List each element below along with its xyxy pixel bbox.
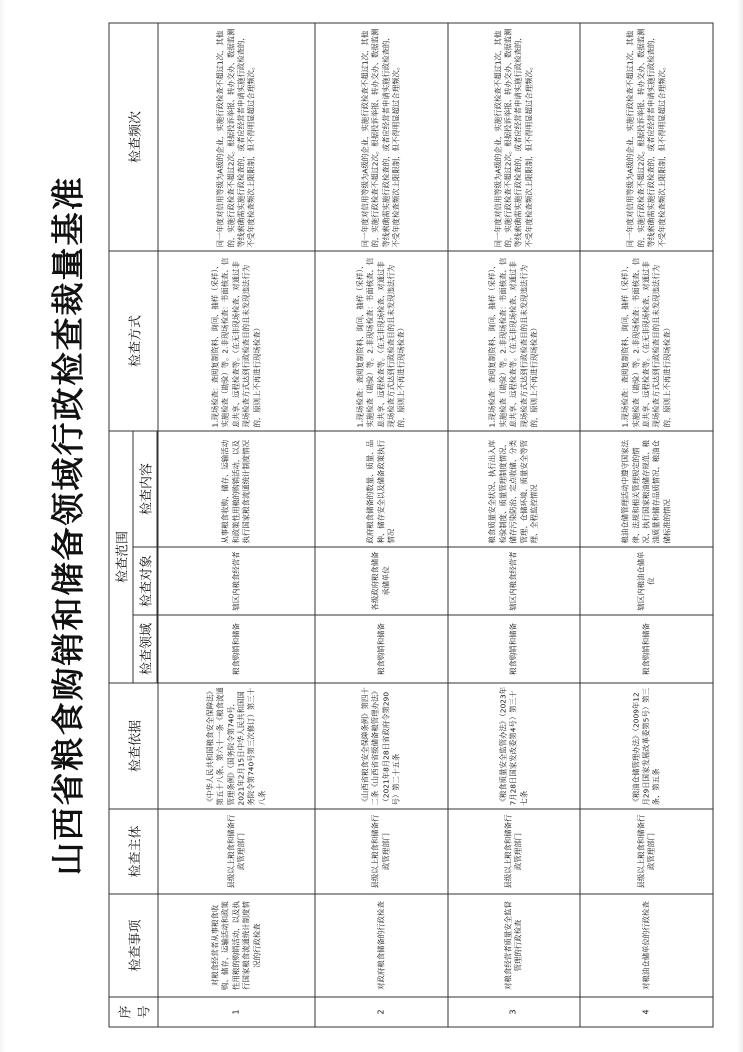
cell-seq: 4 (580, 997, 713, 1027)
cell-domain: 粮食购销和储备 (448, 615, 581, 683)
header-method: 检查方式 (109, 251, 158, 431)
table-row (158, 23, 315, 1027)
cell-domain: 粮食购销和储备 (580, 615, 713, 683)
table-row (580, 23, 713, 1027)
cell-object: 辖区内粮食经营者 (448, 547, 581, 615)
cell-domain: 粮食购销和储备 (158, 615, 315, 683)
cell-object: 辖区内粮油仓储单位 (580, 547, 713, 615)
header-seq: 序号 (109, 997, 158, 1027)
cell-basis: 《粮油仓储管理办法》（2009年12月29日国家发展改革委第5号）第三条、第五条 (580, 683, 713, 809)
cell-subject: 县级以上粮食和储备行政管理部门 (158, 809, 315, 894)
rotated-document-page (1, 4, 742, 1048)
cell-method: 1.现场检查：查阅复制资料、询问、抽样（采样）、实施检查（勘验）等。2.非现场检查：书面核查、信息共享、远程检查等。（在无非现场检查、对通过非现场检查方式达到行政检查目的且未发现违法行为的，原则上不再进行现场检查） (580, 251, 713, 431)
cell-object: 辖区内粮食经营者 (158, 547, 315, 615)
header-basis: 检查依据 (109, 683, 158, 809)
inspection-standard-table (109, 23, 714, 1028)
header-object: 检查对象 (133, 547, 157, 615)
header-frequency: 检查频次 (109, 23, 158, 251)
cell-item: 对粮食经营者质量安全监督管理的行政检查 (448, 894, 581, 997)
cell-seq: 1 (158, 997, 315, 1027)
cell-seq: 3 (448, 997, 581, 1027)
cell-content: 粮油仓储管理活动中遵守国家法律、法规和相关管理规定的情况、执行国家粮油储存规范、粮油质量和储存品质情况、粮油仓储标准的情况 (580, 431, 713, 547)
table-row (448, 23, 581, 1027)
cell-item: 对粮油仓储单位的行政检查 (580, 894, 713, 997)
table-header (109, 23, 158, 1027)
cell-content: 政府粮食储备的数量、质量、品种、储存安全以及储备政策执行情况 (315, 431, 448, 547)
cell-method: 1.现场检查：查阅复制资料、询问、抽样（采样）、实施检查（勘验）等。2.非现场检查：书面核查、信息共享、远程检查等。（在无非现场检查、对通过非现场检查方式达到行政检查目的且未发现违法行为的，原则上不再进行现场检查） (448, 251, 581, 431)
cell-item: 对粮食经营者从事粮食收购、储存、运输活动和政策性用粮的购销活动，以及执行国家粮食流通统计制度情况的行政检查 (158, 894, 315, 997)
cell-seq: 2 (315, 997, 448, 1027)
cell-method: 1.现场检查：查阅复制资料、询问、抽样（采样）、实施检查（勘验）等。2.非现场检查：书面核查、信息共享、远程检查等。（在无非现场检查、对通过非现场检查方式达到行政检查目的且未发现违法行为的，原则上不再进行现场检查） (158, 251, 315, 431)
table-row (315, 23, 448, 1027)
cell-basis: 《山西省粮食安全保障条例》第四十二条《山西省省级储备粮管理办法》（2021年8月28日省政府令第290号）第二十五条 (315, 683, 448, 809)
cell-frequency: 同一年度对信用等级为A级的企业，实施行政检查不超过1次，其他的，实施行政检查不超过2次。根据投诉举报、转办交办、数据监测等线索确需实施行政检查的，或者应经营者申请实施行政检查的，不受年度检查频次上限限制，但不得明显超过合理频次。 (158, 23, 315, 251)
cell-item: 对政府粮食储备的行政检查 (315, 894, 448, 997)
document-title: 山西省粮食购销和储备领域行政检查裁量基准 (48, 175, 88, 876)
cell-content: 粮食质量安全状况、执行出入库检验制度、质量管理制度情况、储存污染防治、定点收储、分类管理、仓储环境、质量安全等管理、全程监控情况 (448, 431, 581, 547)
cell-subject: 县级以上粮食和储备行政管理部门 (315, 809, 448, 894)
cell-basis: 《中华人民共和国粮食安全保障法》第五十八条、第六十一条《粮食流通管理条例》（国务院令第740号，2021年2月15日中华人民共和国国务院令第740号第三次修订）第三十八条 (158, 683, 315, 809)
header-subject: 检查主体 (109, 809, 158, 894)
cell-content: 从事粮食收购、储存、运输活动和政策性用粮的购销活动，以及执行国家粮食流通统计制度情况 (158, 431, 315, 547)
header-scope: 检查范围 (109, 431, 133, 683)
header-row (109, 23, 133, 1027)
cell-object: 各级政府粮食储备承储单位 (315, 547, 448, 615)
cell-method: 1.现场检查：查阅复制资料、询问、抽样（采样）、实施检查（勘验）等。2.非现场检查：书面核查、信息共享、远程检查等。（在无非现场检查、对通过非现场检查方式达到行政检查目的且未发现违法行为的，原则上不再进行现场检查） (315, 251, 448, 431)
table-body (158, 23, 713, 1027)
cell-subject: 县级以上粮食和储备行政管理部门 (580, 809, 713, 894)
cell-frequency: 同一年度对信用等级为A级的企业，实施行政检查不超过1次，其他的，实施行政检查不超过2次。根据投诉举报、转办交办、数据监测等线索确需实施行政检查的，或者应经营者申请实施行政检查的，不受年度检查频次上限限制，但不得明显超过合理频次。 (580, 23, 713, 251)
header-item: 检查事项 (109, 894, 158, 997)
cell-frequency: 同一年度对信用等级为A级的企业，实施行政检查不超过1次，其他的，实施行政检查不超过2次。根据投诉举报、转办交办、数据监测等线索确需实施行政检查的，或者应经营者申请实施行政检查的，不受年度检查频次上限限制，但不得明显超过合理频次。 (315, 23, 448, 251)
header-domain: 检查领域 (133, 615, 157, 683)
cell-basis: 《粮食质量安全监管办法》（2023年7月28日国家发改委第4号）第三十七条 (448, 683, 581, 809)
cell-subject: 县级以上粮食和储备行政管理部门 (448, 809, 581, 894)
header-content: 检查内容 (133, 431, 157, 547)
cell-domain: 粮食购销和储备 (315, 615, 448, 683)
cell-frequency: 同一年度对信用等级为A级的企业，实施行政检查不超过1次，其他的，实施行政检查不超过2次。根据投诉举报、转办交办、数据监测等线索确需实施行政检查的，或者应经营者申请实施行政检查的，不受年度检查频次上限限制，但不得明显超过合理频次。 (448, 23, 581, 251)
